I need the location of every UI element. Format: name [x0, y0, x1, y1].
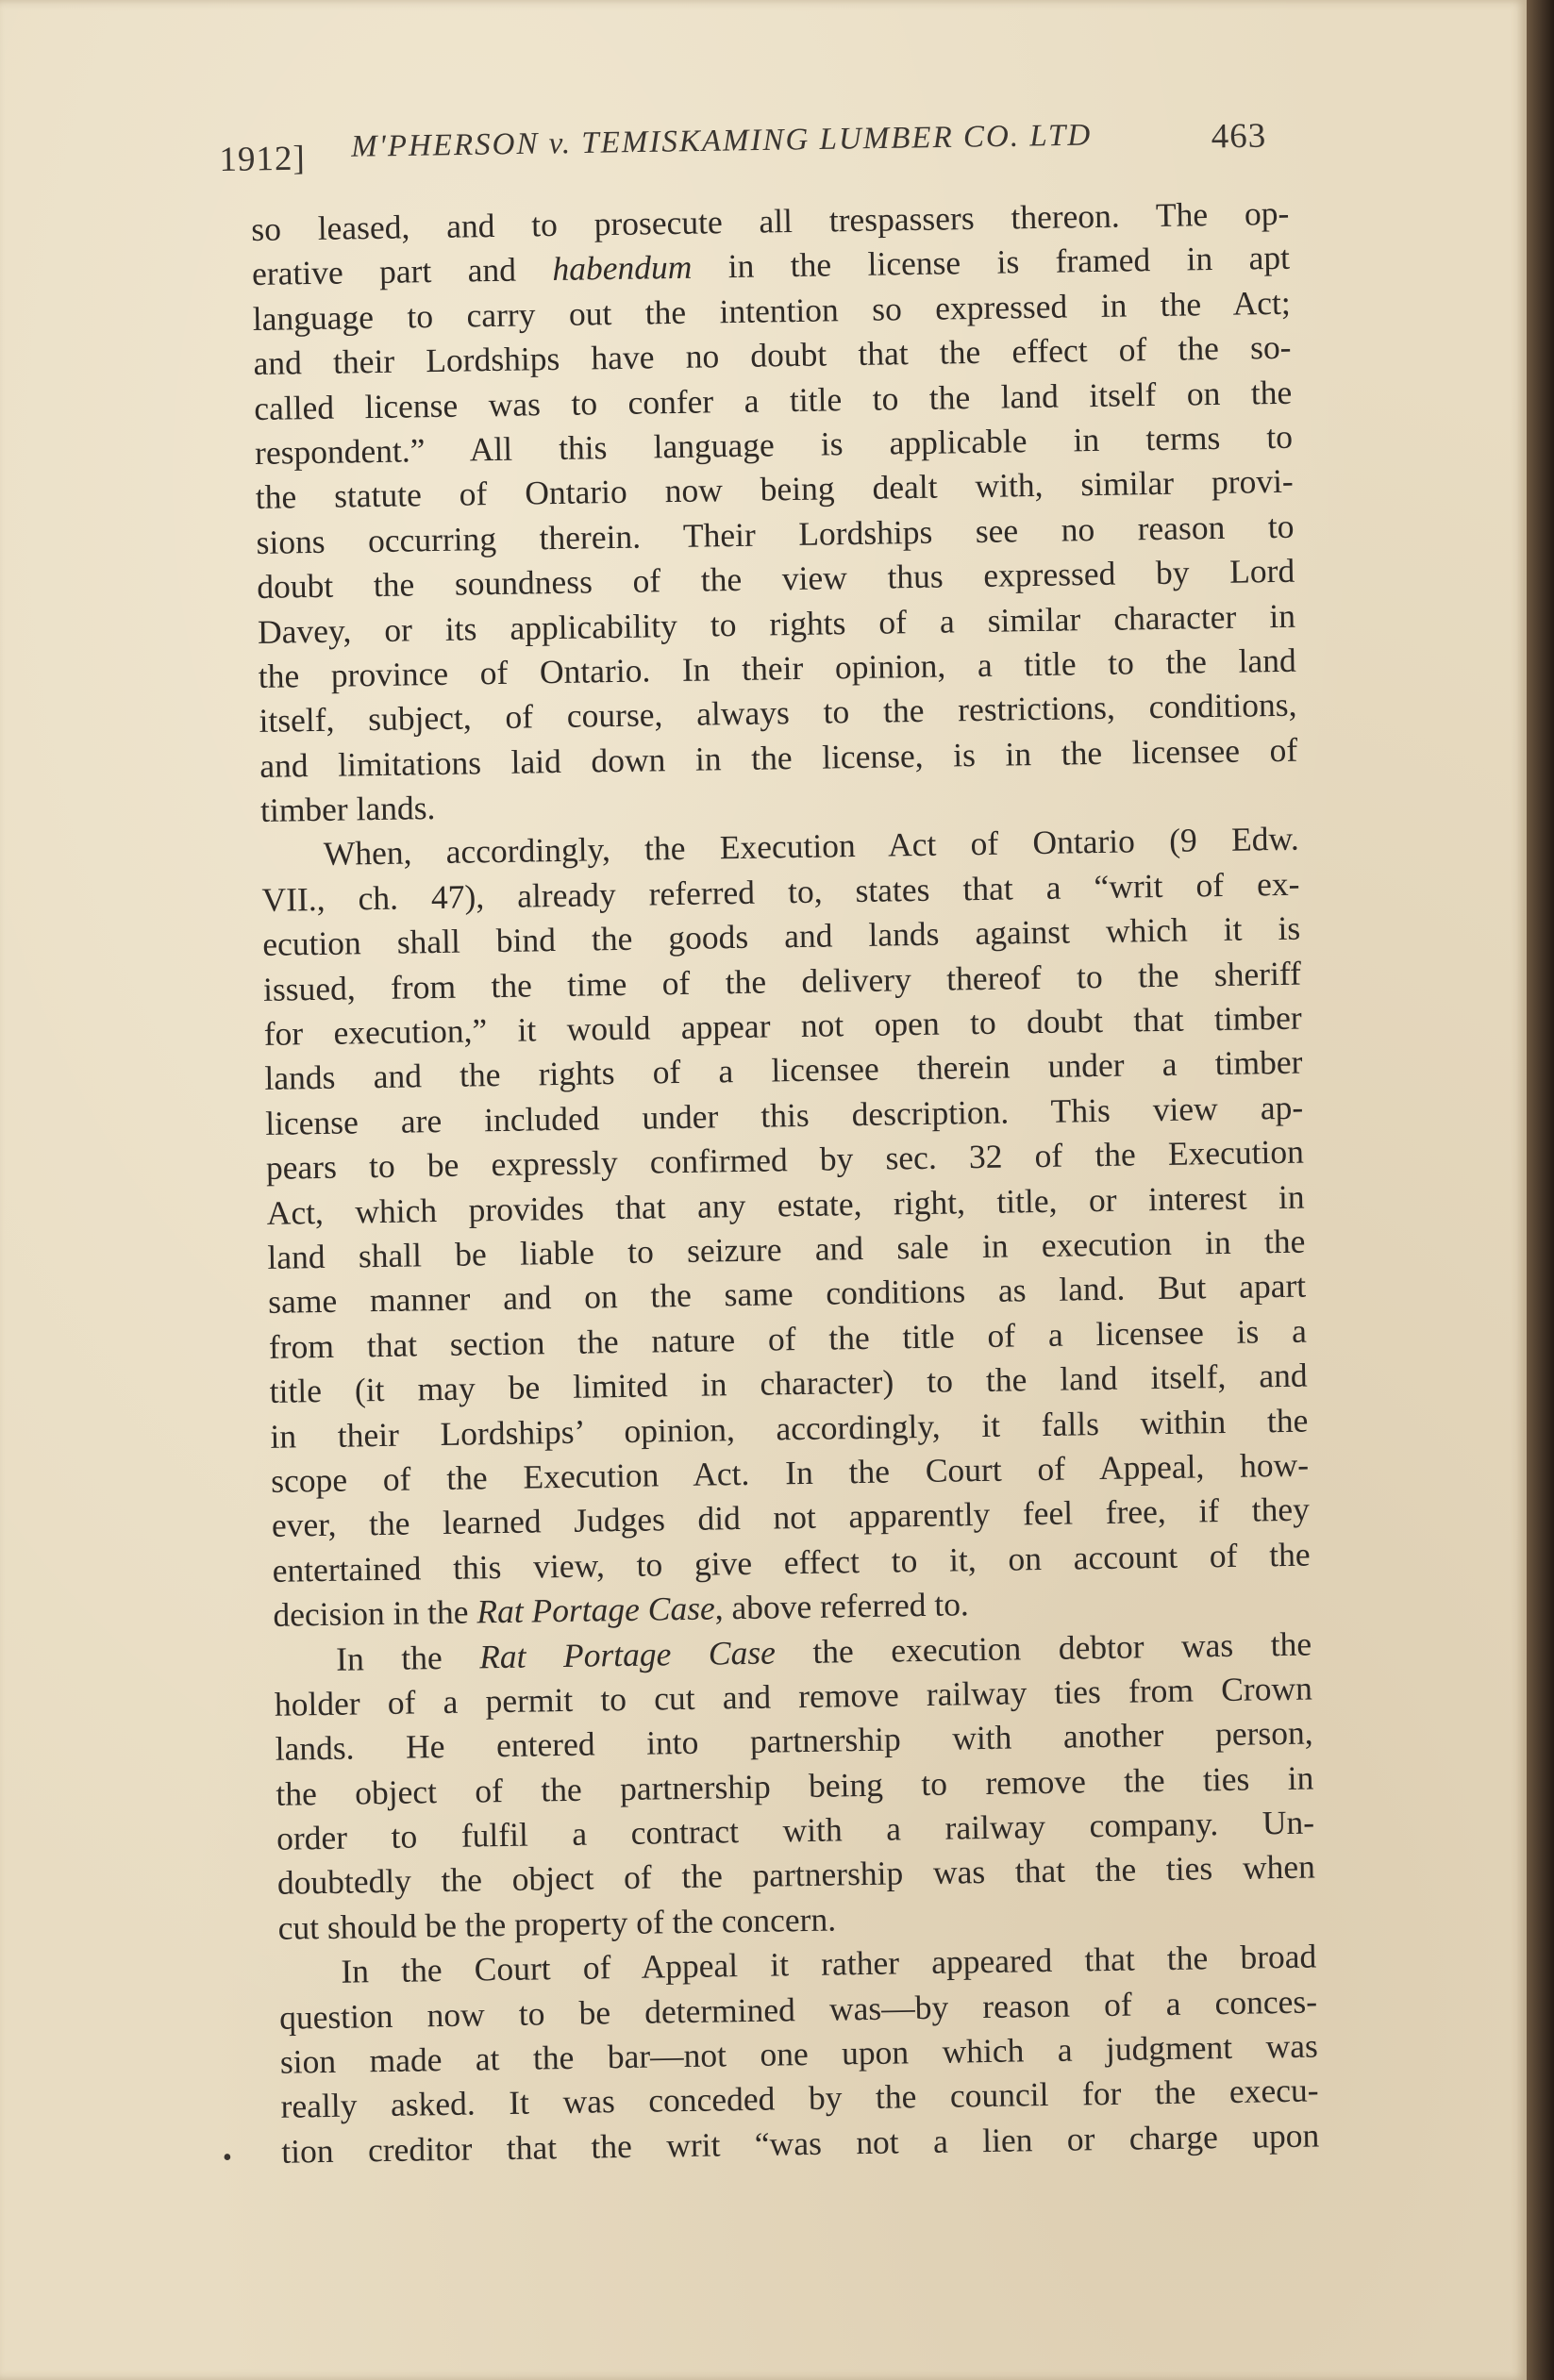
- text-line: and their Lordships have no doubt that the effect of the so-: [253, 327, 1292, 383]
- text-line: ecution shall bind the goods and lands against which it is: [261, 908, 1301, 964]
- text-line: for execution,” it would appear not open to doubt that timber: [263, 998, 1302, 1053]
- paragraph-start-line: In the Court of Appeal it rather appeared that the broad: [341, 1937, 1317, 1990]
- text-line: doubt the soundness of the view thus expressed by Lord: [257, 551, 1295, 607]
- page-number: 463: [1211, 116, 1267, 157]
- text-line: really asked. It was conceded by the council for the execu-: [280, 2071, 1319, 2126]
- text-line: in their Lordships’ opinion, accordingly, it falls within the: [270, 1401, 1309, 1456]
- text-line: land shall be liable to seizure and sale in execution in the: [267, 1222, 1306, 1276]
- text-line: scope of the Execution Act. In the Court of Appeal, how-: [270, 1445, 1310, 1500]
- text-line: and limitations laid down in the license, is in the licensee of: [259, 730, 1298, 785]
- body-text: [251, 191, 1320, 2174]
- text-line: lands. He entered into partnership with another person,: [275, 1713, 1313, 1769]
- text-line: timber lands.: [259, 789, 436, 829]
- running-header: [219, 116, 1267, 189]
- text-line: ever, the learned Judges did not apparently feel free, if they: [271, 1490, 1311, 1545]
- text-line: lands and the rights of a licensee therein under a timber: [264, 1043, 1303, 1098]
- text-line: issued, from the time of the delivery thereof to the sheriff: [262, 954, 1302, 1008]
- paragraph-start-line: In the Rat Portage Case the execution debtor was the: [335, 1624, 1312, 1678]
- text-line: Davey, or its applicability to rights of a similar character in: [257, 596, 1296, 651]
- text-line: decision in the Rat Portage Case, above referred to.: [273, 1585, 970, 1634]
- text-line: the statute of Ontario now being dealt with, similar provi-: [255, 462, 1295, 517]
- book-binding-edge: [1527, 0, 1554, 2380]
- text-line: holder of a permit to cut and remove railway ties from Crown: [274, 1669, 1313, 1723]
- text-line: cut should be the property of the concern.: [277, 1900, 837, 1947]
- text-line: license are included under this description. This view ap-: [264, 1088, 1304, 1142]
- text-line: same manner and on the same conditions as land. But apart: [267, 1266, 1307, 1322]
- paragraph-start-line: When, accordingly, the Execution Act of Ontario (9 Edw.: [323, 820, 1299, 874]
- margin-mark: •: [223, 2143, 232, 2172]
- text-line: language to carry out the intention so expressed in the Act;: [252, 283, 1292, 338]
- text-line: title (it may be limited in character) to the land itself, and: [269, 1356, 1308, 1410]
- text-line: respondent.” All this language is applicable in terms to: [254, 417, 1294, 472]
- text-line: from that section the nature of the title of a licensee is a: [268, 1311, 1308, 1366]
- text-line: erative part and habendum in the license is framed in apt: [251, 239, 1291, 293]
- text-line: doubtedly the object of the partnership was that the ties when: [276, 1847, 1316, 1903]
- text-line: entertained this view, to give effect to it, on account of the: [272, 1535, 1311, 1589]
- header-case-title: M'PHERSON v. TEMISKAMING LUMBER CO. LTD: [350, 118, 1093, 164]
- text-line: so leased, and to prosecute all trespassers thereon. The op-: [251, 193, 1290, 248]
- text-line: sion made at the bar—not one upon which a judgment was: [279, 2026, 1319, 2081]
- text-line: the province of Ontario. In their opinion, a title to the land: [258, 641, 1296, 695]
- text-line: itself, subject, of course, always to the restrictions, conditions,: [259, 685, 1297, 741]
- text-line: Act, which provides that any estate, right, title, or interest in: [266, 1177, 1305, 1232]
- text-line: tion creditor that the writ “was not a lien or charge upon: [281, 2116, 1320, 2171]
- header-year: 1912]: [219, 139, 307, 179]
- text-line: the object of the partnership being to remove the ties in: [276, 1758, 1314, 1813]
- text-line: called license was to confer a title to the land itself on the: [254, 373, 1293, 427]
- text-line: sions occurring therein. Their Lordships see no reason to: [256, 507, 1295, 561]
- text-line: order to fulfil a contract with a railway company. Un-: [276, 1803, 1315, 1857]
- text-line: VII., ch. 47), already referred to, states that a “writ of ex-: [261, 864, 1300, 919]
- text-line: question now to be determined was—by reason of a conces-: [278, 1982, 1318, 2037]
- text-line: pears to be expressly confirmed by sec. 32 of the Execution: [265, 1132, 1305, 1188]
